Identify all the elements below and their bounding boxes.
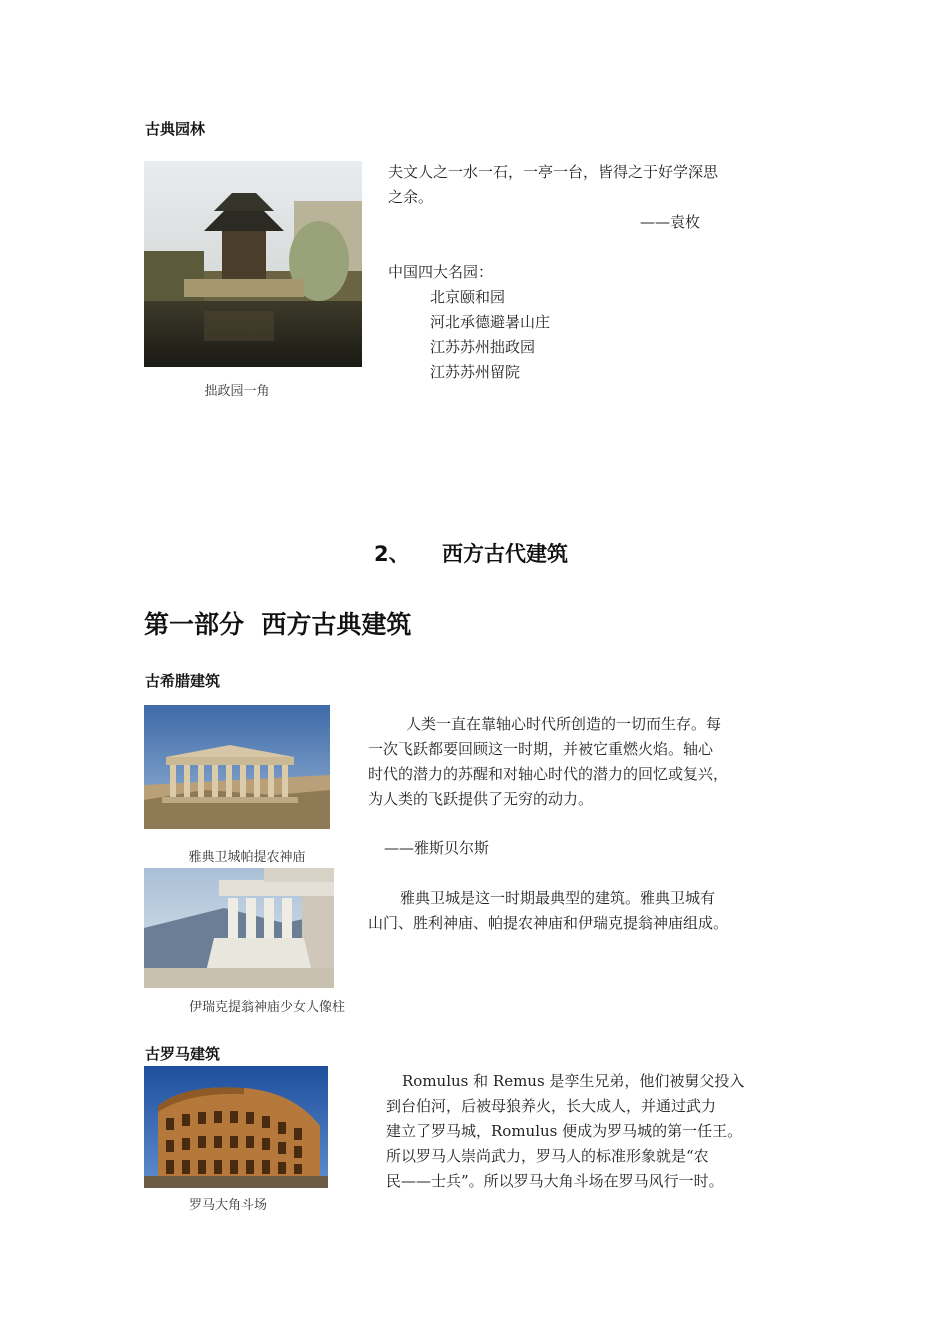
garden-quote-line: 之余。 — [388, 188, 434, 206]
paragraph-line: 人类一直在靠轴心时代所创造的一切而生存。每 — [406, 715, 722, 733]
paragraph-line: 为人类的飞跃提供了无穷的动力。 — [368, 790, 594, 808]
garden-photo — [144, 161, 362, 367]
erechtheion-caption: 伊瑞克提翁神庙少女人像柱 — [188, 1000, 345, 1015]
famous-gardens-list-title: 中国四大名园： — [388, 263, 494, 281]
colosseum-photo — [144, 1066, 328, 1188]
greek-heading: 古希腊建筑 — [145, 672, 221, 690]
list-item: 江苏苏州留院 — [430, 363, 521, 381]
paragraph-line: Romulus 和 Remus 是孪生兄弟，他们被舅父投入 — [402, 1072, 745, 1090]
garden-quote — [388, 160, 768, 210]
paragraph-line: 雅典卫城是这一时期最典型的建筑。雅典卫城有 — [400, 889, 716, 907]
garden-heading: 古典园林 — [145, 120, 206, 138]
greek-paragraph-1 — [368, 712, 768, 812]
erechtheion-photo — [144, 868, 334, 988]
famous-gardens-list — [388, 260, 768, 385]
garden-photo-caption: 拙政园一角 — [204, 384, 270, 399]
paragraph-line: 到台伯河，后被母狼养火，长大成人，并通过武力 — [386, 1097, 717, 1115]
parthenon-photo — [144, 705, 330, 829]
paragraph-line: 所以罗马人崇尚武力，罗马人的标准形象就是“农 — [386, 1147, 709, 1165]
paragraph-line: 民——士兵”。所以罗马大角斗场在罗马风行一时。 — [386, 1172, 724, 1190]
colosseum-caption: 罗马大角斗场 — [188, 1198, 267, 1213]
paragraph-line: 山门、胜利神庙、帕提农神庙和伊瑞克提翁神庙组成。 — [368, 914, 729, 932]
paragraph-line: 一次飞跃都要回顾这一时期，并被它重燃火焰。轴心 — [368, 740, 714, 758]
greek-paragraph-2 — [368, 886, 768, 936]
list-item: 河北承德避暑山庄 — [430, 313, 551, 331]
section-title: 西方古代建筑 — [442, 542, 568, 566]
list-item: 北京颐和园 — [430, 288, 506, 306]
section-number: 2、 — [374, 542, 410, 566]
roman-heading: 古罗马建筑 — [145, 1045, 221, 1063]
greek-quote-author: ——雅斯贝尔斯 — [384, 839, 490, 857]
roman-paragraph — [386, 1069, 776, 1194]
garden-quote-line: 夫文人之一水一石，一亭一台，皆得之于好学深思 — [388, 163, 719, 181]
list-item: 江苏苏州拙政园 — [430, 338, 536, 356]
garden-quote-author: ——袁枚 — [640, 213, 701, 231]
part-title: 第一部分 西方古典建筑 — [144, 610, 412, 639]
paragraph-line: 建立了罗马城，Romulus 便成为罗马城的第一任王。 — [386, 1122, 743, 1140]
parthenon-caption: 雅典卫城帕提农神庙 — [188, 850, 306, 865]
paragraph-line: 时代的潜力的苏醒和对轴心时代的潜力的回忆或复兴， — [368, 765, 729, 783]
